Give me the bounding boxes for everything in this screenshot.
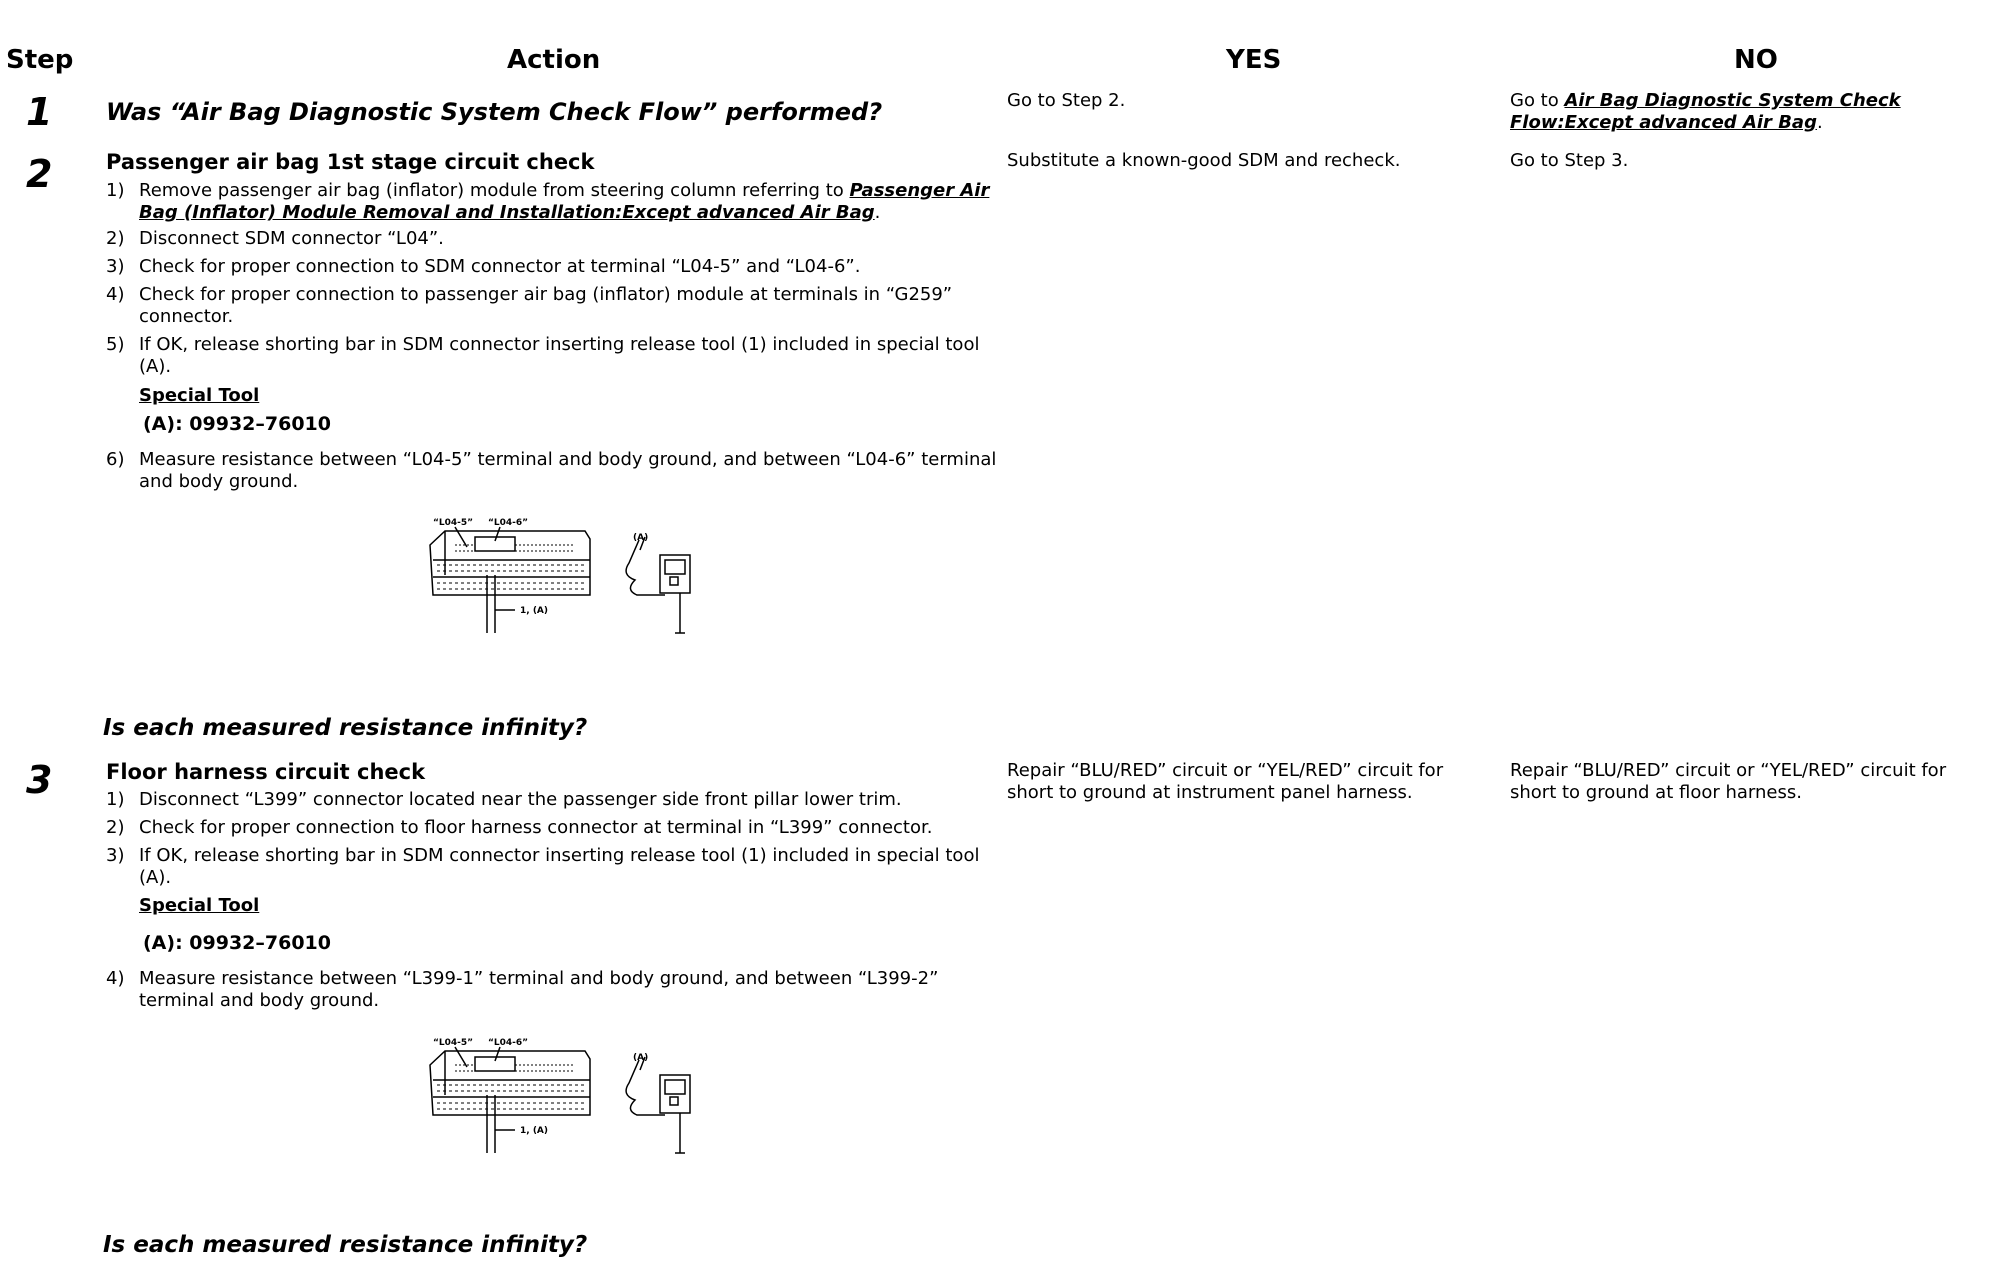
item-text: If OK, release shorting bar in SDM connector inserting release tool (1) included in special tool (A). xyxy=(139,845,980,888)
step3-special-tool-label: Special Tool xyxy=(139,895,260,916)
step3-title: Floor harness circuit check xyxy=(106,760,426,784)
fig-label-tool: 1, (A) xyxy=(520,606,549,616)
item-text: Measure resistance between “L399-1” terminal and body ground, and between “L399-2” terminal and body ground. xyxy=(139,968,939,1011)
item-number: 4) xyxy=(106,968,125,989)
no-column-header: NO xyxy=(1734,45,1778,75)
item-number: 3) xyxy=(106,845,125,866)
step-number-1: 1 xyxy=(26,90,53,134)
item-number: 4) xyxy=(106,284,125,305)
step2-question: Is each measured resistance infinity? xyxy=(103,715,588,741)
item-text: Check for proper connection to floor harness connector at terminal in “L399” connector. xyxy=(139,817,933,838)
item-number: 2) xyxy=(106,817,125,838)
step3-yes-text: Repair “BLU/RED” circuit or “YEL/RED” circuit for short to ground at instrument panel harness. xyxy=(1007,760,1444,803)
fig-label-l04-5: “L04-5” xyxy=(433,1038,474,1048)
item-number: 1) xyxy=(106,789,125,810)
step2-special-tool-value: (A): 09932–76010 xyxy=(143,413,331,435)
step2-no-text: Go to Step 3. xyxy=(1510,150,1629,171)
item-number: 3) xyxy=(106,256,125,277)
item-text: If OK, release shorting bar in SDM connector inserting release tool (1) included in special tool (A). xyxy=(139,334,980,377)
step2-connector-diagram xyxy=(425,515,715,650)
item-number: 1) xyxy=(106,180,125,201)
yes-column-header: YES xyxy=(1226,45,1282,75)
step-column-header: Step xyxy=(6,45,74,75)
step1-question: Was “Air Bag Diagnostic System Check Flow” performed? xyxy=(106,98,883,126)
item-text xyxy=(139,180,999,224)
item-text: Measure resistance between “L04-5” terminal and body ground, and between “L04-6” terminal and body ground. xyxy=(139,449,997,492)
step2-title: Passenger air bag 1st stage circuit check xyxy=(106,150,595,174)
step2-special-tool-label: Special Tool xyxy=(139,385,260,406)
step-number-2: 2 xyxy=(26,152,53,196)
item-text: Check for proper connection to SDM connector at terminal “L04-5” and “L04-6”. xyxy=(139,256,861,277)
step3-connector-diagram xyxy=(425,1035,715,1170)
item-number: 2) xyxy=(106,228,125,249)
passenger-air-bag-removal-link[interactable]: Passenger Air Bag (Inflator) Module Removal and Installation:Except advanced Air Bag xyxy=(139,180,990,223)
step3-special-tool-value: (A): 09932–76010 xyxy=(143,932,331,954)
fig-label-l04-6: “L04-6” xyxy=(488,1038,529,1048)
item-text: Disconnect “L399” connector located near the passenger side front pillar lower trim. xyxy=(139,789,902,810)
item-number: 6) xyxy=(106,449,125,470)
step3-question: Is each measured resistance infinity? xyxy=(103,1232,588,1258)
fig-label-l04-5: “L04-5” xyxy=(433,518,474,528)
fig-label-a: (A) xyxy=(633,1053,649,1063)
fig-label-tool: 1, (A) xyxy=(520,1126,549,1136)
air-bag-check-flow-link[interactable]: Air Bag Diagnostic System Check Flow:Except advanced Air Bag xyxy=(1510,90,1901,133)
step3-no-text: Repair “BLU/RED” circuit or “YEL/RED” circuit for short to ground at floor harness. xyxy=(1510,760,1947,803)
step1-no-suffix: . xyxy=(1816,112,1823,133)
step-number-3: 3 xyxy=(26,758,53,802)
fig-label-l04-6: “L04-6” xyxy=(488,518,529,528)
step1-no-prefix: Go to xyxy=(1510,90,1565,111)
item-text: Check for proper connection to passenger air bag (inflator) module at terminals in “G259” connector. xyxy=(139,284,953,327)
item-text-pre: Remove passenger air bag (inflator) module from steering column referring to xyxy=(139,180,850,201)
item-number: 5) xyxy=(106,334,125,355)
step2-yes-text: Substitute a known-good SDM and recheck. xyxy=(1007,150,1401,171)
item-text: Disconnect SDM connector “L04”. xyxy=(139,228,444,249)
step1-no-text xyxy=(1510,90,1995,134)
fig-label-a: (A) xyxy=(633,533,649,543)
item-text-post: . xyxy=(874,202,881,223)
action-column-header: Action xyxy=(507,45,601,75)
step1-yes-text: Go to Step 2. xyxy=(1007,90,1126,111)
